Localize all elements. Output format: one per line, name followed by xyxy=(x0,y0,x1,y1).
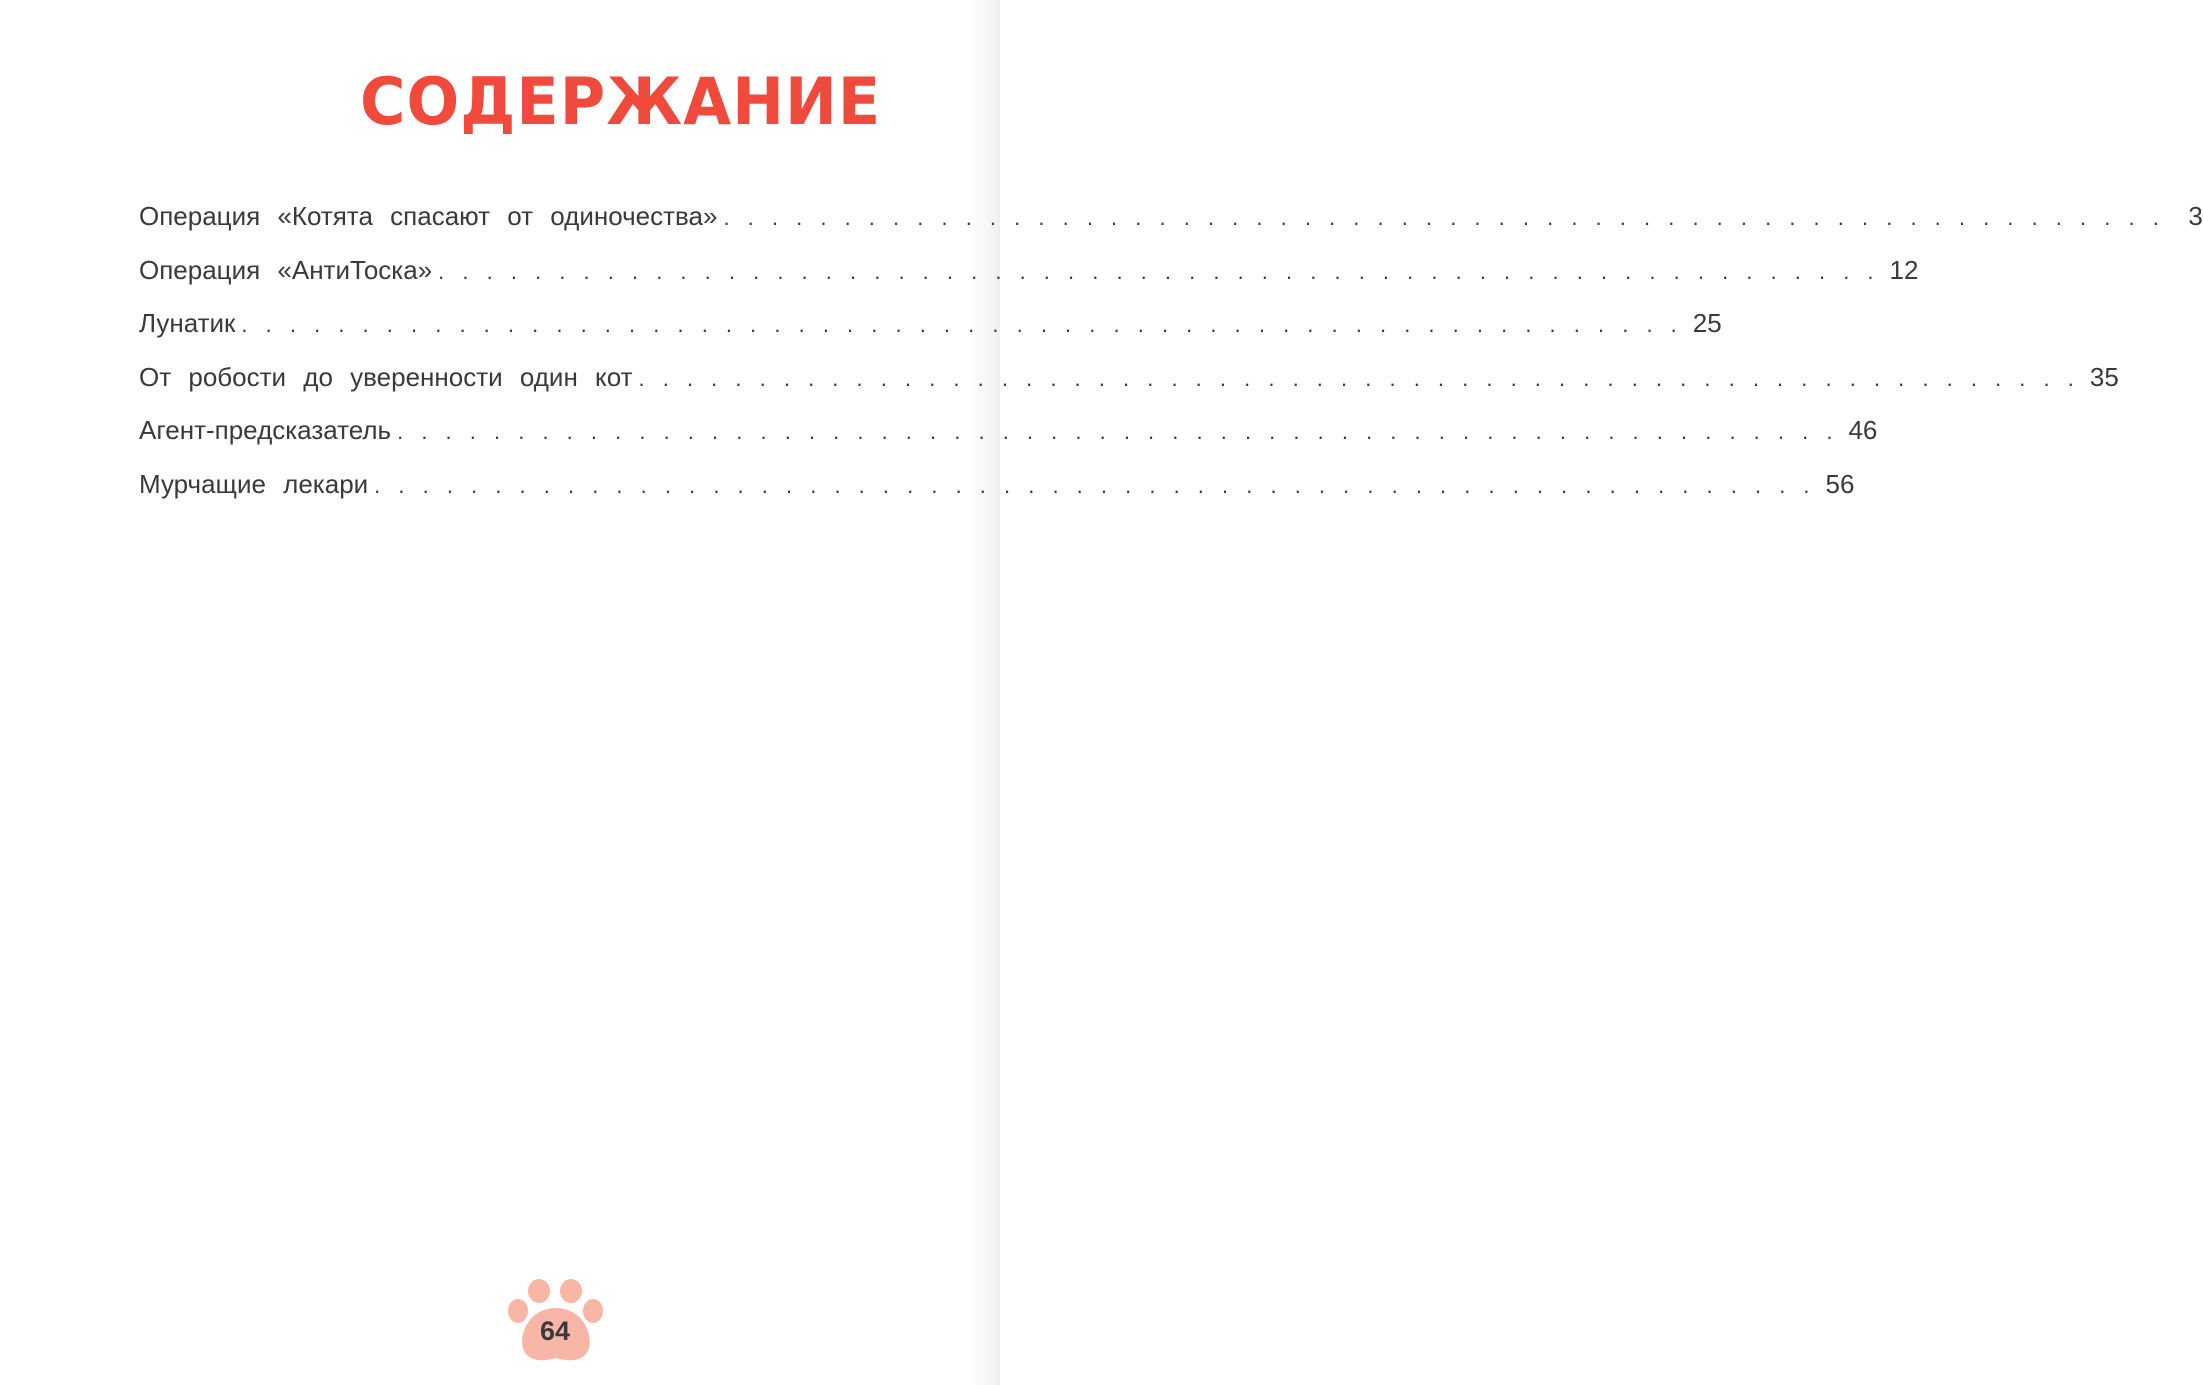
toc-dot-leader: . . . . . . . . . . . . . . . . . . . . . . . . . . . . . . . . . . . . . . . . . . . . . . . . . . . . . . . . . . . . xyxy=(638,365,2080,391)
toc-entry[interactable] xyxy=(139,244,1919,298)
toc-entry-page: 35 xyxy=(2089,361,2119,392)
toc-entry-page: 12 xyxy=(1889,254,1919,285)
toc-entry-title: Мурчащие лекари xyxy=(139,468,369,499)
page-number: 64 xyxy=(539,1316,571,1346)
page-title: СОДЕРЖАНИЕ xyxy=(360,63,882,140)
toc-entry-title: От робости до уверенности один кот xyxy=(139,361,633,392)
toc-entry[interactable] xyxy=(139,190,2203,244)
table-of-contents xyxy=(139,190,2203,512)
toc-dot-leader: . . . . . . . . . . . . . . . . . . . . . . . . . . . . . . . . . . . . . . . . . . . . . . . . . . . . . . . . . . . . xyxy=(397,419,1839,445)
toc-dot-leader: . . . . . . . . . . . . . . . . . . . . . . . . . . . . . . . . . . . . . . . . . . . . . . . . . . . . . . . . . . . . xyxy=(374,472,1816,498)
toc-entry-page: 56 xyxy=(1825,468,1855,499)
toc-entry-title: Лунатик xyxy=(139,308,236,339)
toc-entry[interactable] xyxy=(139,297,1722,351)
toc-entry[interactable] xyxy=(139,351,2119,405)
toc-entry[interactable] xyxy=(139,458,1855,512)
toc-entry-title: Операция «Котята спасают от одиночества» xyxy=(139,201,718,231)
toc-dot-leader: . . . . . . . . . . . . . . . . . . . . . . . . . . . . . . . . . . . . . . . . . . . . . . . . . . . . . . . . . . . . xyxy=(241,312,1683,338)
toc-entry[interactable] xyxy=(139,404,1878,458)
toc-entry-page: 3 xyxy=(2188,201,2203,231)
toc-dot-leader: . . . . . . . . . . . . . . . . . . . . . . . . . . . . . . . . . . . . . . . . . . . . . . . . . . . . . . . . . . . . xyxy=(723,205,2165,230)
toc-entry-page: 25 xyxy=(1692,308,1722,339)
toc-dot-leader: . . . . . . . . . . . . . . . . . . . . . . . . . . . . . . . . . . . . . . . . . . . . . . . . . . . . . . . . . . . . xyxy=(438,258,1880,284)
toc-entry-title: Агент-предсказатель xyxy=(139,415,392,446)
toc-entry-title: Операция «АнтиТоска» xyxy=(139,254,433,285)
toc-entry-page: 46 xyxy=(1848,415,1878,446)
